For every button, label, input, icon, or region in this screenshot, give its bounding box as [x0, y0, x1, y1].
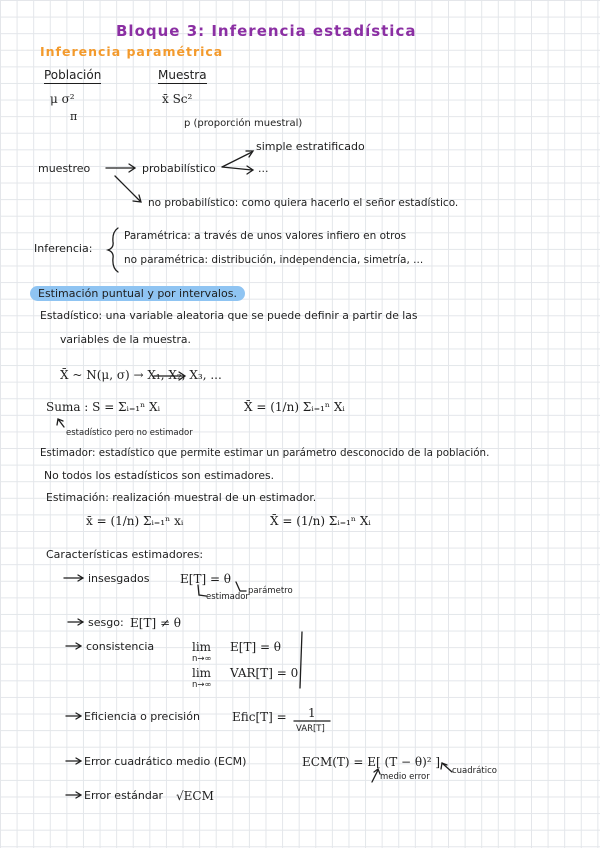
arrow-to-dots [222, 167, 252, 170]
no-parametrica: no paramétrica: distribución, independencia, simetría, ... [124, 254, 424, 266]
xbar-upper: X̄ = (1/n) Σᵢ₌₁ⁿ Xᵢ [270, 514, 371, 528]
simple-estratificado: simple estratificado [256, 140, 365, 153]
eficiencia-denominator: VAR[T] [296, 724, 325, 734]
page-title: Bloque 3: Inferencia estadística [116, 22, 417, 40]
lim-1: lim [192, 640, 212, 654]
population-pi: π [70, 110, 78, 123]
consistencia-bracket [300, 632, 302, 688]
consistencia-label: consistencia [86, 640, 155, 653]
estadistico-def-2: variables de la muestra. [60, 333, 191, 346]
consistencia-formula-2: VAR[T] = 0 [230, 666, 299, 680]
suma-formula: Suma : S = Σᵢ₌₁ⁿ Xᵢ [46, 400, 161, 414]
mean-formula: X̄ = (1/n) Σᵢ₌₁ⁿ Xᵢ [244, 400, 345, 414]
medio-error-note: medio error [380, 772, 430, 782]
xbar-lower: x̄ = (1/n) Σᵢ₌₁ⁿ xᵢ [86, 514, 184, 528]
sample-header: Muestra [158, 68, 207, 84]
lim-2: lim [192, 666, 212, 680]
lim-1-sub: n→∞ [192, 654, 212, 664]
normal-line: X̄ ~ N(μ, σ) → X₁, X₂, X₃, ... [60, 368, 222, 382]
probabilistico-label: probabilístico [142, 162, 216, 175]
eficiencia-formula: Efic[T] = [232, 710, 287, 724]
muestreo-label: muestreo [38, 162, 91, 175]
estimacion-heading: Estimación puntual y por intervalos. [30, 286, 245, 301]
insesgados-label: insesgados [88, 572, 150, 585]
lim-2-sub: n→∞ [192, 680, 212, 690]
sesgo-formula: E[T] ≠ θ [130, 616, 182, 630]
no-todos: No todos los estadísticos son estimadores. [44, 469, 275, 482]
insesgados-formula: E[T] = θ [180, 572, 232, 586]
sample-proportion: p (proporción muestral) [184, 118, 303, 129]
estadistico-def-1: Estadístico: una variable aleatoria que se puede definir a partir de las [40, 309, 418, 322]
suma-note: estadístico pero no estimador [66, 428, 193, 438]
estimador-def: Estimador: estadístico que permite estimar un parámetro desconocido de la población. [40, 447, 490, 459]
dots: ... [258, 162, 269, 175]
consistencia-formula-1: E[T] = θ [230, 640, 282, 654]
eficiencia-label: Eficiencia o precisión [84, 710, 200, 723]
parametro-note: parámetro [248, 586, 293, 596]
sample-symbols: x̄ Sc² [162, 92, 193, 106]
error-estandar-label: Error estándar [84, 789, 164, 802]
population-header: Población [44, 68, 101, 84]
parametrica: Paramétrica: a través de unos valores infiero en otros [124, 230, 407, 242]
arrow-to-simple [222, 152, 252, 167]
arrow-to-no-prob [115, 176, 140, 201]
error-estandar-formula: √ECM [176, 789, 214, 803]
subtitle: Inferencia paramétrica [40, 44, 224, 59]
estimador-hook [198, 585, 206, 596]
eficiencia-numerator: 1 [308, 706, 316, 720]
parametro-hook [236, 582, 246, 591]
inferencia-label: Inferencia: [34, 242, 93, 255]
ecm-formula: ECM(T) = E[ (T − θ)² ] [302, 755, 441, 769]
sesgo-label: sesgo: [88, 616, 124, 629]
cuadratico-note: cuadrático [452, 766, 497, 776]
population-symbols: μ σ² [50, 92, 75, 106]
no-probabilistico: no probabilístico: como quiera hacerlo el señor estadístico. [148, 197, 459, 209]
estimador-note: estimador [206, 592, 249, 602]
ecm-label: Error cuadrático medio (ECM) [84, 755, 247, 768]
caracteristicas-heading: Características estimadores: [46, 548, 204, 561]
inferencia-brace [108, 228, 118, 272]
estimacion-def: Estimación: realización muestral de un estimador. [46, 491, 317, 504]
